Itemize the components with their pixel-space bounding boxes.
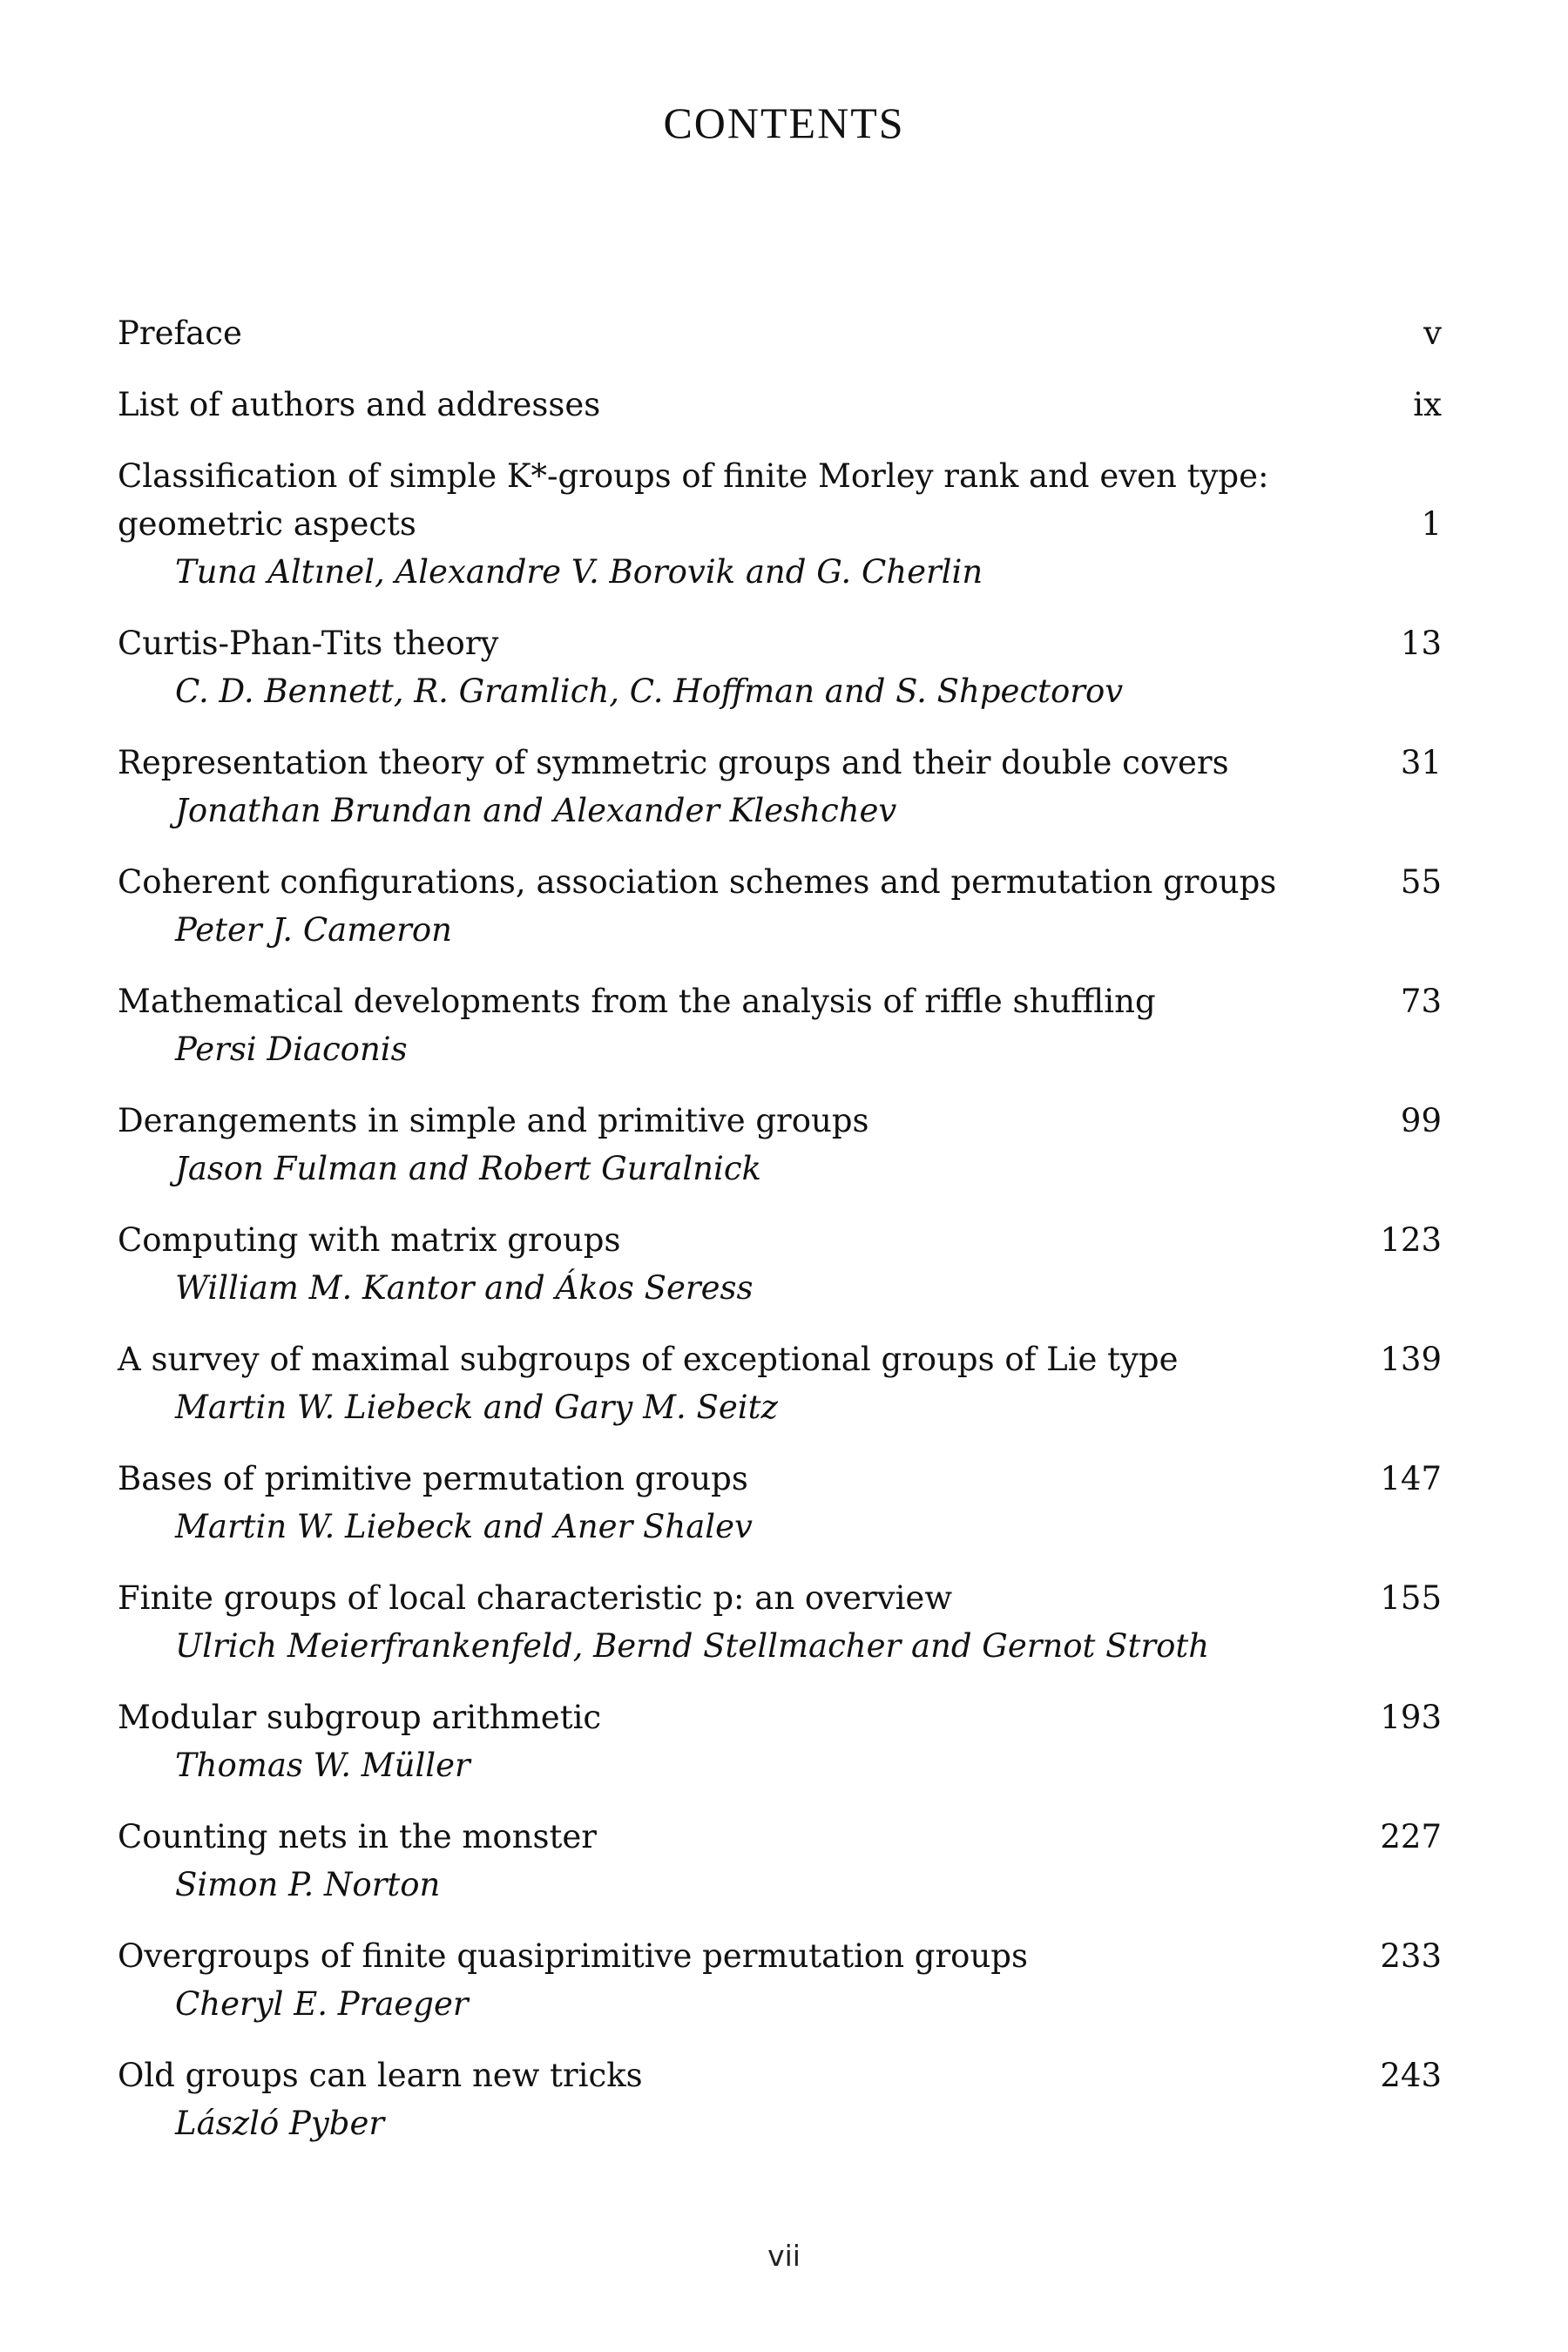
toc-entry: [118, 452, 1442, 596]
entry-page-number: 73: [1400, 983, 1442, 1020]
entry-title: Modular subgroup arithmetic: [118, 1699, 602, 1736]
entry-page-number: 147: [1380, 1460, 1442, 1497]
entry-page-number: 55: [1400, 863, 1442, 901]
entry-authors: Simon P. Norton: [175, 1866, 441, 1903]
entry-title: Counting nets in the monster: [118, 1818, 597, 1855]
entry-page-number: 31: [1400, 744, 1442, 781]
entry-title: List of authors and addresses: [118, 386, 601, 423]
entry-authors: Thomas W. Müller: [175, 1747, 470, 1784]
entry-authors: William M. Kantor and Ákos Seress: [175, 1269, 754, 1307]
entry-authors: Tuna Altınel, Alexandre V. Borovik and G. Cherlin: [175, 553, 983, 591]
toc-entry: [118, 1813, 1442, 1909]
entry-authors: Martin W. Liebeck and Aner Shalev: [175, 1508, 753, 1545]
entry-title: Coherent configurations, association schemes and permutation groups: [118, 863, 1277, 901]
toc-entry: [118, 858, 1442, 954]
toc-entry: [118, 1574, 1442, 1670]
entry-authors: Cheryl E. Praeger: [175, 1985, 469, 2023]
toc-entry: [118, 1693, 1442, 1789]
entry-title: Representation theory of symmetric groups and their double covers: [118, 744, 1229, 781]
entry-page-number: ix: [1413, 386, 1442, 423]
entry-title: Classification of simple K*-groups of finite Morley rank and even type: geometric aspects: [118, 457, 1269, 543]
entry-authors: Martin W. Liebeck and Gary M. Seitz: [175, 1389, 778, 1426]
entry-page-number: 243: [1380, 2057, 1442, 2094]
table-of-contents: [118, 309, 1442, 2171]
entry-authors: László Pyber: [175, 2105, 385, 2142]
entry-page-number: 139: [1380, 1341, 1442, 1378]
entry-title: Bases of primitive permutation groups: [118, 1460, 748, 1497]
entry-page-number: 193: [1380, 1699, 1442, 1736]
toc-entry: [118, 619, 1442, 715]
toc-entry: [118, 739, 1442, 835]
entry-page-number: 1: [1421, 505, 1442, 543]
entry-title: Preface: [118, 314, 242, 352]
entry-authors: Peter J. Cameron: [175, 911, 452, 949]
entry-authors: Persi Diaconis: [175, 1031, 408, 1068]
toc-entry: [118, 1335, 1442, 1431]
page-number: vii: [767, 2239, 801, 2273]
entry-title: Curtis-Phan-Tits theory: [118, 625, 499, 662]
toc-entry: [118, 2051, 1442, 2147]
entry-title: Overgroups of finite quasiprimitive permutation groups: [118, 1937, 1028, 1975]
entry-title: Finite groups of local characteristic p: an overview: [118, 1579, 952, 1617]
entry-page-number: 99: [1400, 1102, 1442, 1139]
entry-authors: Jason Fulman and Robert Guralnick: [175, 1150, 761, 1187]
entry-title: Old groups can learn new tricks: [118, 2057, 643, 2094]
entry-page-number: 227: [1380, 1818, 1442, 1855]
entry-title: Mathematical developments from the analysis of riffle shuffling: [118, 983, 1156, 1020]
entry-page-number: v: [1423, 314, 1442, 352]
page-title: CONTENTS: [663, 98, 905, 147]
toc-entry: [118, 1097, 1442, 1193]
entry-title: Computing with matrix groups: [118, 1221, 621, 1259]
toc-entry: [118, 1455, 1442, 1551]
toc-entry: [118, 1216, 1442, 1312]
entry-authors: C. D. Bennett, R. Gramlich, C. Hoffman and S. Shpectorov: [175, 672, 1124, 710]
entry-title: A survey of maximal subgroups of exceptional groups of Lie type: [118, 1341, 1179, 1378]
entry-authors: Ulrich Meierfrankenfeld, Bernd Stellmacher and Gernot Stroth: [175, 1627, 1210, 1665]
toc-entry: [118, 381, 1442, 429]
entry-page-number: 123: [1380, 1221, 1442, 1259]
toc-entry: [118, 1932, 1442, 2028]
entry-authors: Jonathan Brundan and Alexander Kleshchev: [175, 792, 897, 829]
entry-page-number: 13: [1400, 625, 1442, 662]
toc-entry: [118, 309, 1442, 357]
entry-title: Derangements in simple and primitive groups: [118, 1102, 869, 1139]
toc-entry: [118, 977, 1442, 1073]
entry-page-number: 233: [1380, 1937, 1442, 1975]
entry-page-number: 155: [1380, 1579, 1442, 1617]
